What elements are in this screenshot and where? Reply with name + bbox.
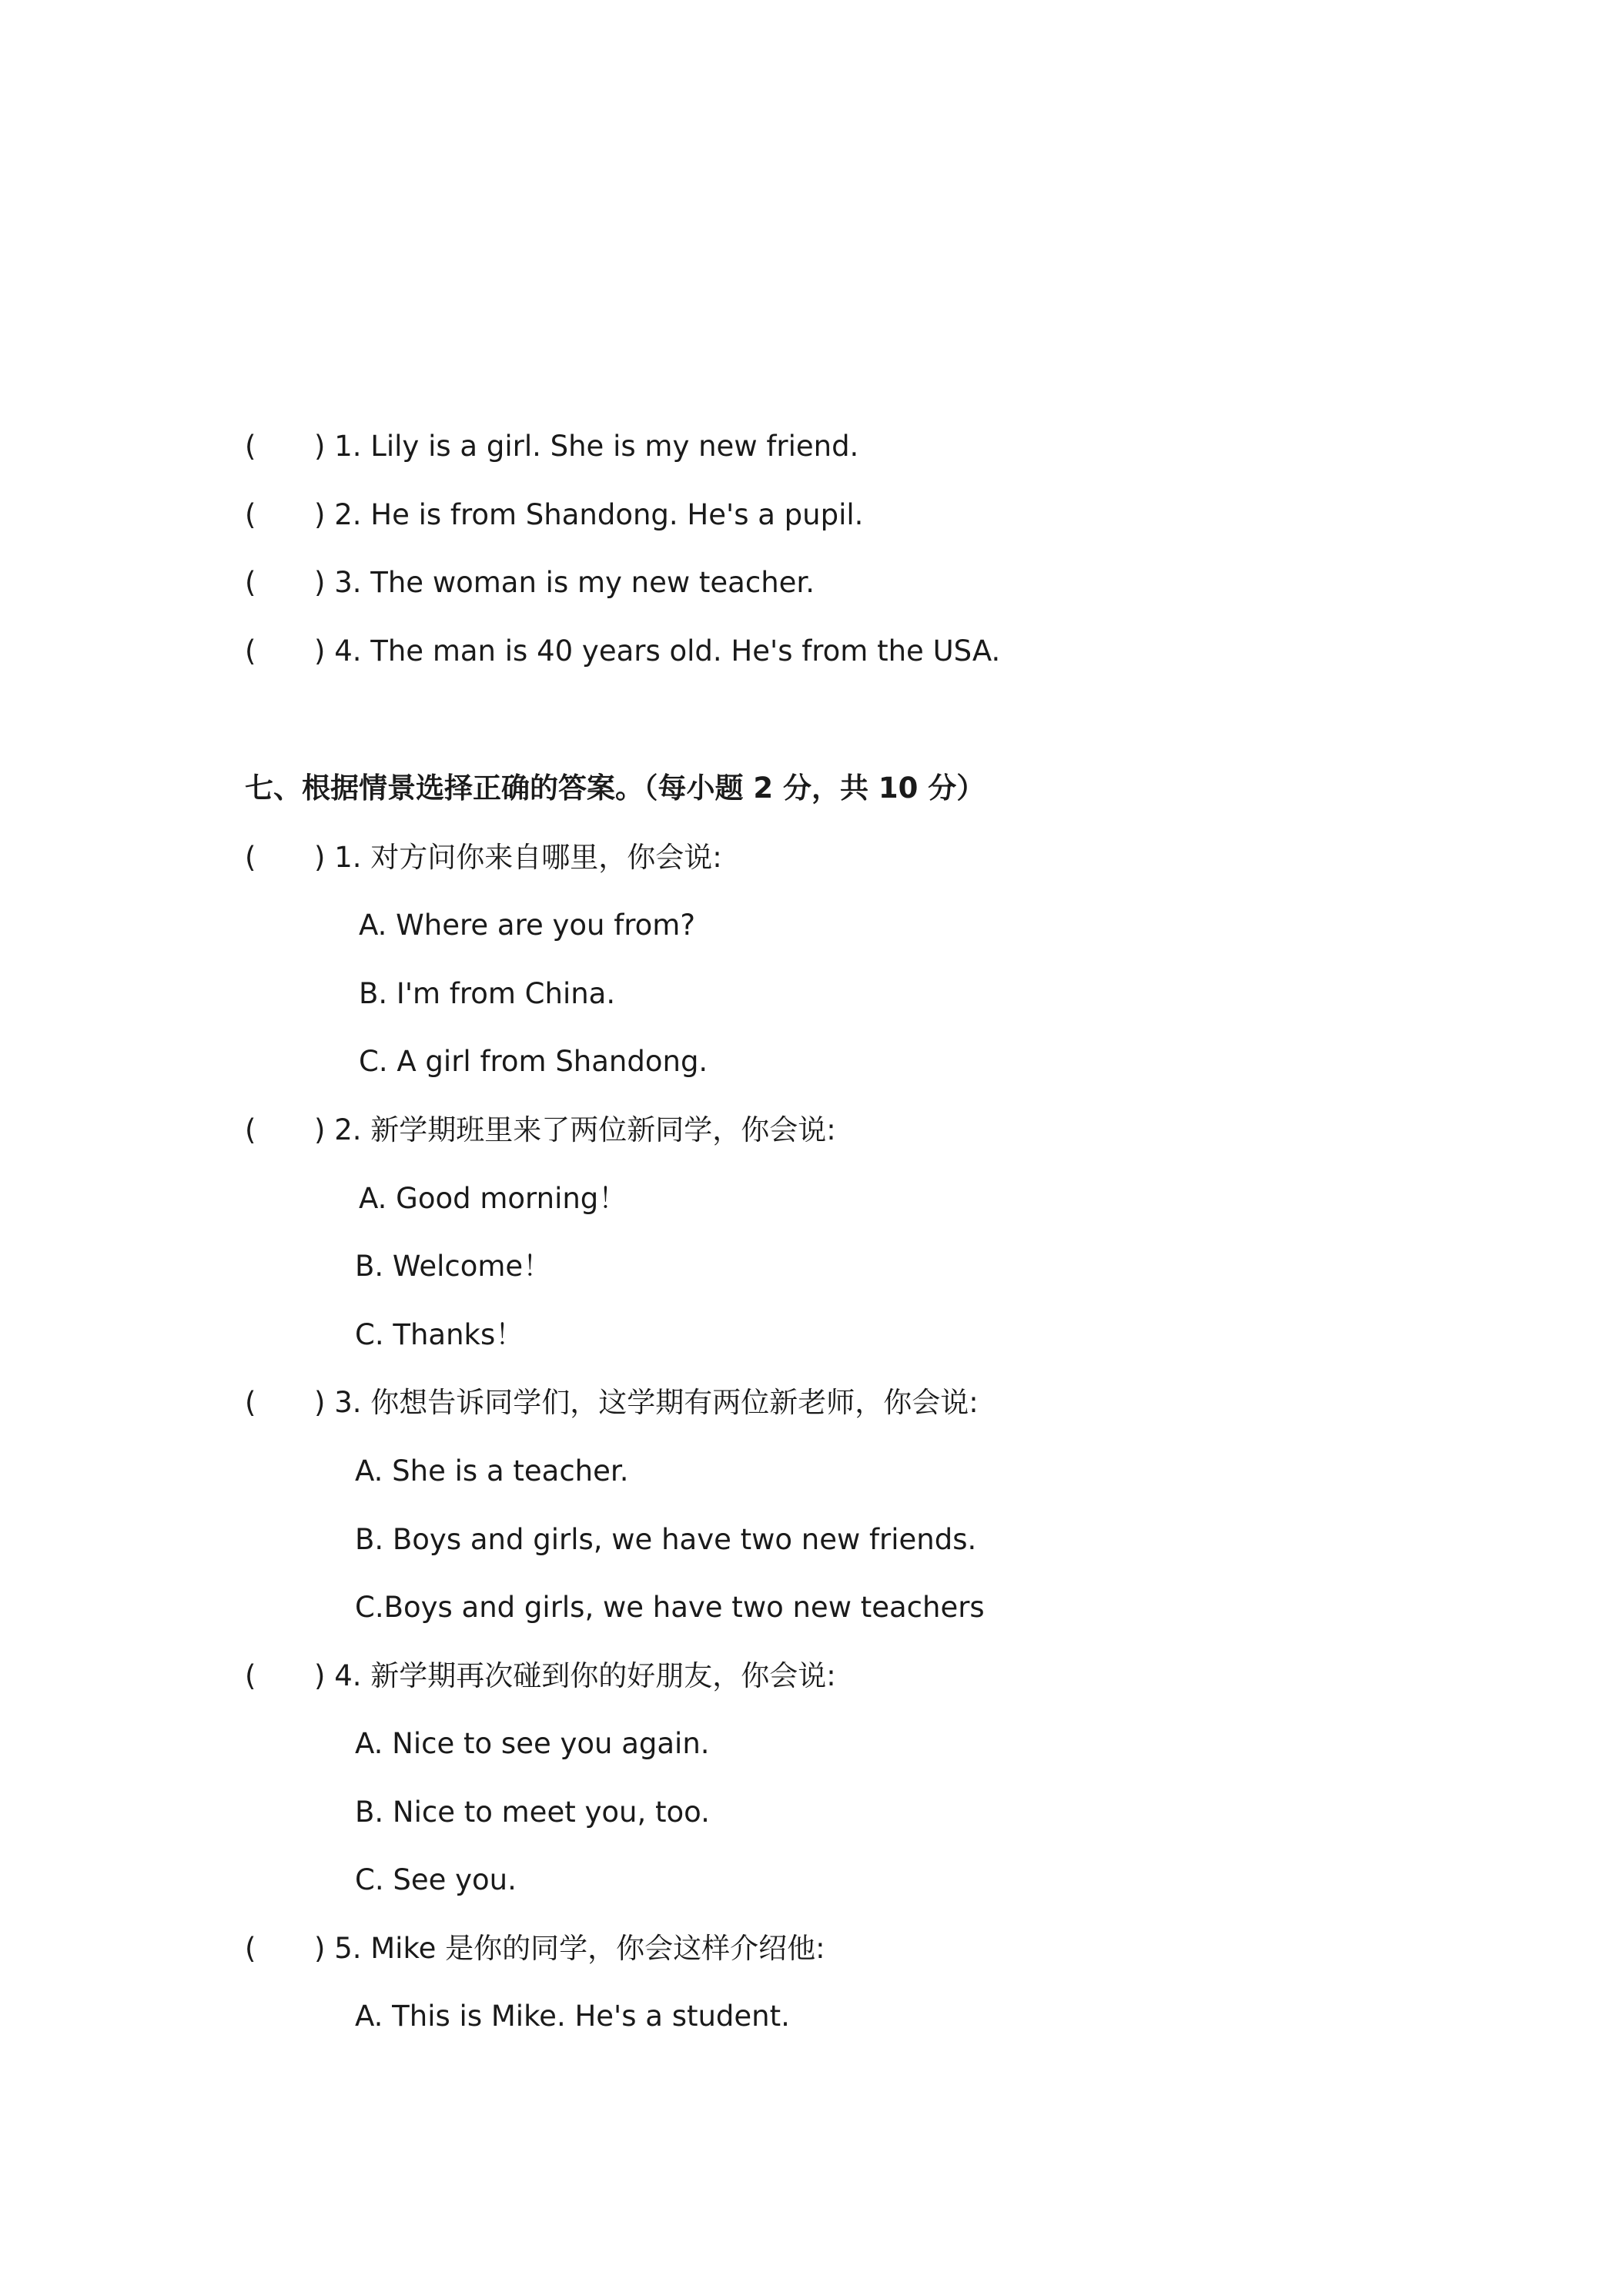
option-text: B. Welcome！ — [355, 1250, 552, 1283]
question-stem: ) 1. 对方问你来自哪里，你会说: — [314, 841, 722, 874]
answer-blank-open[interactable]: ( — [245, 1659, 256, 1692]
statement-text: ) 3. The woman is my new teacher. — [314, 566, 815, 599]
answer-blank-open[interactable]: ( — [245, 498, 256, 531]
option-text: B. Nice to meet you, too. — [355, 1796, 710, 1829]
option-text: B. I'm from China. — [359, 977, 616, 1010]
answer-blank-open[interactable]: ( — [245, 1386, 256, 1419]
answer-blank-open[interactable]: ( — [245, 841, 256, 874]
option-text: A. Where are you from? — [359, 909, 695, 942]
answer-blank-open[interactable]: ( — [245, 566, 256, 599]
option-text: C.Boys and girls, we have two new teachers — [355, 1591, 985, 1624]
option-text: C. Thanks！ — [355, 1318, 524, 1351]
question-stem: ) 4. 新学期再次碰到你的好朋友，你会说: — [314, 1659, 836, 1692]
answer-blank-open[interactable]: ( — [245, 1932, 256, 1965]
option-text: A. Nice to see you again. — [355, 1727, 710, 1760]
statement-text: ) 1. Lily is a girl. She is my new friend. — [314, 430, 859, 463]
answer-blank-open[interactable]: ( — [245, 430, 256, 463]
question-stem: ) 3. 你想告诉同学们，这学期有两位新老师，你会说: — [314, 1386, 979, 1419]
option-text: A. She is a teacher. — [355, 1454, 629, 1488]
question-stem: ) 2. 新学期班里来了两位新同学，你会说: — [314, 1113, 836, 1146]
option-text: A. Good morning！ — [359, 1182, 627, 1215]
question-stem: ) 5. Mike 是你的同学，你会这样介绍他: — [314, 1932, 825, 1965]
option-text: B. Boys and girls, we have two new friends. — [355, 1523, 977, 1556]
answer-blank-open[interactable]: ( — [245, 634, 256, 668]
section-heading: 七、根据情景选择正确的答案。（每小题 2 分，共 10 分） — [245, 771, 986, 805]
option-text: C. A girl from Shandong. — [359, 1045, 708, 1078]
statement-text: ) 2. He is from Shandong. He's a pupil. — [314, 498, 864, 531]
option-text: C. See you. — [355, 1863, 517, 1896]
option-text: A. This is Mike. He's a student. — [355, 2000, 790, 2033]
answer-blank-open[interactable]: ( — [245, 1113, 256, 1146]
statement-text: ) 4. The man is 40 years old. He's from the USA. — [314, 634, 1001, 668]
